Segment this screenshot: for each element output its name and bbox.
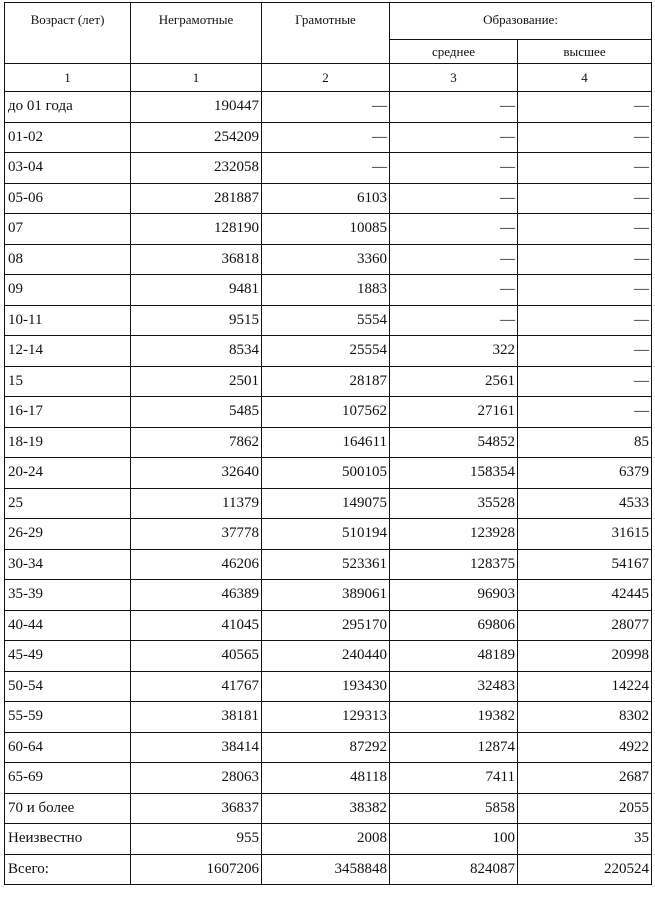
cell-higher: 14224: [518, 671, 652, 702]
table-row: [5, 641, 652, 672]
cell-secondary: 96903: [390, 580, 518, 611]
cell-age: 12-14: [5, 336, 131, 367]
cell-higher: 4533: [518, 488, 652, 519]
cell-age: 25: [5, 488, 131, 519]
cell-age: 15: [5, 366, 131, 397]
cell-higher: —: [518, 244, 652, 275]
cell-literate: 510194: [262, 519, 390, 550]
cell-illiterate: 37778: [131, 519, 262, 550]
cell-literate: 25554: [262, 336, 390, 367]
cell-higher: 54167: [518, 549, 652, 580]
cell-higher: 85: [518, 427, 652, 458]
table-row: [5, 763, 652, 794]
cell-literate: —: [262, 122, 390, 153]
cell-age: 60-64: [5, 732, 131, 763]
cell-literate: —: [262, 92, 390, 123]
cell-higher: 20998: [518, 641, 652, 672]
table-row: [5, 702, 652, 733]
cell-literate: 193430: [262, 671, 390, 702]
cell-age: 18-19: [5, 427, 131, 458]
cell-secondary: 27161: [390, 397, 518, 428]
table-body: [5, 92, 652, 885]
cell-secondary: 2561: [390, 366, 518, 397]
table-row: [5, 793, 652, 824]
cell-literate: 295170: [262, 610, 390, 641]
cell-illiterate: 1607206: [131, 854, 262, 885]
cell-illiterate: 11379: [131, 488, 262, 519]
cell-literate: 164611: [262, 427, 390, 458]
cell-age: 10-11: [5, 305, 131, 336]
header-age: Возраст (лет): [5, 3, 131, 64]
cell-higher: 42445: [518, 580, 652, 611]
cell-age: 50-54: [5, 671, 131, 702]
cell-age: 40-44: [5, 610, 131, 641]
cell-illiterate: 36818: [131, 244, 262, 275]
cell-literate: 38382: [262, 793, 390, 824]
cell-literate: 107562: [262, 397, 390, 428]
cell-secondary: —: [390, 244, 518, 275]
cell-illiterate: 7862: [131, 427, 262, 458]
cell-secondary: —: [390, 183, 518, 214]
cell-secondary: 19382: [390, 702, 518, 733]
cell-secondary: 123928: [390, 519, 518, 550]
cell-higher: 6379: [518, 458, 652, 489]
cell-literate: —: [262, 153, 390, 184]
cell-age: 35-39: [5, 580, 131, 611]
cell-age: 55-59: [5, 702, 131, 733]
cell-illiterate: 38181: [131, 702, 262, 733]
header-literate: Грамотные: [262, 3, 390, 64]
column-number: 4: [518, 64, 652, 92]
cell-literate: 149075: [262, 488, 390, 519]
cell-literate: 2008: [262, 824, 390, 855]
cell-secondary: 32483: [390, 671, 518, 702]
cell-higher: 31615: [518, 519, 652, 550]
table-row: [5, 183, 652, 214]
cell-literate: 5554: [262, 305, 390, 336]
cell-higher: 8302: [518, 702, 652, 733]
cell-illiterate: 28063: [131, 763, 262, 794]
cell-age: 07: [5, 214, 131, 245]
cell-age: 45-49: [5, 641, 131, 672]
table-row: [5, 519, 652, 550]
cell-illiterate: 41045: [131, 610, 262, 641]
header-secondary: среднее: [390, 40, 518, 64]
cell-higher: 2055: [518, 793, 652, 824]
table-row: [5, 824, 652, 855]
cell-higher: 35: [518, 824, 652, 855]
column-number: 3: [390, 64, 518, 92]
cell-illiterate: 46389: [131, 580, 262, 611]
cell-literate: 523361: [262, 549, 390, 580]
cell-higher: —: [518, 397, 652, 428]
table-row: [5, 580, 652, 611]
table-row: [5, 427, 652, 458]
cell-illiterate: 955: [131, 824, 262, 855]
cell-age: 20-24: [5, 458, 131, 489]
cell-literate: 240440: [262, 641, 390, 672]
cell-higher: —: [518, 92, 652, 123]
cell-literate: 500105: [262, 458, 390, 489]
cell-secondary: —: [390, 153, 518, 184]
cell-illiterate: 38414: [131, 732, 262, 763]
table-row: [5, 458, 652, 489]
cell-secondary: —: [390, 214, 518, 245]
cell-higher: —: [518, 153, 652, 184]
cell-higher: —: [518, 305, 652, 336]
table-row: [5, 244, 652, 275]
column-number: 1: [131, 64, 262, 92]
cell-age: 26-29: [5, 519, 131, 550]
table-row: [5, 397, 652, 428]
column-number: 1: [5, 64, 131, 92]
cell-secondary: 54852: [390, 427, 518, 458]
table-row: [5, 610, 652, 641]
cell-illiterate: 5485: [131, 397, 262, 428]
cell-illiterate: 232058: [131, 153, 262, 184]
cell-secondary: 12874: [390, 732, 518, 763]
cell-secondary: —: [390, 122, 518, 153]
cell-higher: —: [518, 366, 652, 397]
table-row: [5, 488, 652, 519]
table-row: [5, 671, 652, 702]
table-row: [5, 305, 652, 336]
cell-secondary: —: [390, 305, 518, 336]
cell-illiterate: 8534: [131, 336, 262, 367]
header-higher: высшее: [518, 40, 652, 64]
cell-illiterate: 128190: [131, 214, 262, 245]
cell-secondary: —: [390, 275, 518, 306]
cell-secondary: 322: [390, 336, 518, 367]
cell-age: 70 и более: [5, 793, 131, 824]
cell-literate: 1883: [262, 275, 390, 306]
cell-higher: —: [518, 214, 652, 245]
cell-literate: 28187: [262, 366, 390, 397]
cell-literate: 129313: [262, 702, 390, 733]
cell-illiterate: 32640: [131, 458, 262, 489]
table-header: [5, 3, 652, 92]
table-row: [5, 153, 652, 184]
cell-age: 08: [5, 244, 131, 275]
cell-illiterate: 46206: [131, 549, 262, 580]
table-row: [5, 214, 652, 245]
cell-illiterate: 254209: [131, 122, 262, 153]
cell-higher: 28077: [518, 610, 652, 641]
cell-secondary: 35528: [390, 488, 518, 519]
cell-secondary: 7411: [390, 763, 518, 794]
header-illiterate: Неграмотные: [131, 3, 262, 64]
cell-illiterate: 281887: [131, 183, 262, 214]
cell-literate: 6103: [262, 183, 390, 214]
cell-illiterate: 40565: [131, 641, 262, 672]
table-row: [5, 122, 652, 153]
cell-literate: 48118: [262, 763, 390, 794]
cell-literate: 3360: [262, 244, 390, 275]
cell-higher: 4922: [518, 732, 652, 763]
cell-illiterate: 9515: [131, 305, 262, 336]
cell-secondary: 128375: [390, 549, 518, 580]
cell-literate: 10085: [262, 214, 390, 245]
table-row: [5, 336, 652, 367]
table-row: [5, 366, 652, 397]
cell-age: Всего:: [5, 854, 131, 885]
cell-literate: 3458848: [262, 854, 390, 885]
table-row: [5, 549, 652, 580]
cell-age: 01-02: [5, 122, 131, 153]
cell-age: 03-04: [5, 153, 131, 184]
cell-age: 09: [5, 275, 131, 306]
cell-higher: —: [518, 183, 652, 214]
cell-secondary: —: [390, 92, 518, 123]
cell-secondary: 100: [390, 824, 518, 855]
table-row: [5, 732, 652, 763]
table-row: [5, 854, 652, 885]
cell-secondary: 69806: [390, 610, 518, 641]
cell-higher: —: [518, 122, 652, 153]
literacy-education-table: [4, 2, 652, 885]
cell-literate: 389061: [262, 580, 390, 611]
cell-illiterate: 36837: [131, 793, 262, 824]
table-row: [5, 92, 652, 123]
cell-higher: —: [518, 336, 652, 367]
cell-secondary: 158354: [390, 458, 518, 489]
cell-higher: 2687: [518, 763, 652, 794]
cell-illiterate: 9481: [131, 275, 262, 306]
table-row: [5, 275, 652, 306]
cell-secondary: 48189: [390, 641, 518, 672]
cell-age: 05-06: [5, 183, 131, 214]
cell-age: 16-17: [5, 397, 131, 428]
cell-higher: 220524: [518, 854, 652, 885]
cell-secondary: 824087: [390, 854, 518, 885]
cell-age: Неизвестно: [5, 824, 131, 855]
cell-age: 30-34: [5, 549, 131, 580]
cell-illiterate: 190447: [131, 92, 262, 123]
header-education: Образование:: [390, 3, 652, 40]
cell-literate: 87292: [262, 732, 390, 763]
cell-illiterate: 41767: [131, 671, 262, 702]
cell-higher: —: [518, 275, 652, 306]
cell-age: 65-69: [5, 763, 131, 794]
cell-secondary: 5858: [390, 793, 518, 824]
cell-age: до 01 года: [5, 92, 131, 123]
column-number: 2: [262, 64, 390, 92]
cell-illiterate: 2501: [131, 366, 262, 397]
